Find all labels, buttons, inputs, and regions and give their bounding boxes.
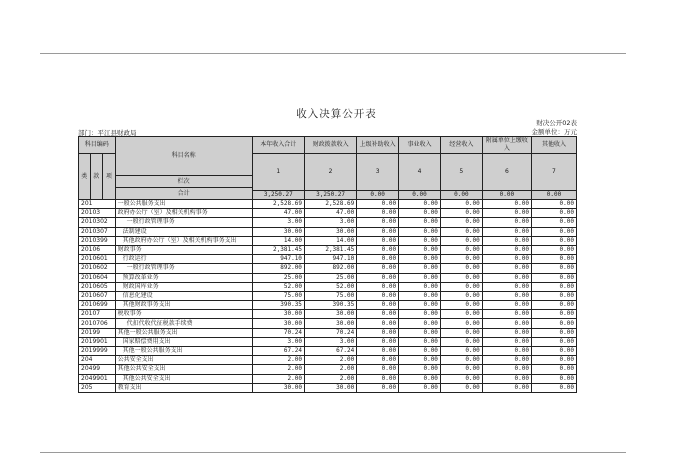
- amount-cell: 0.00: [482, 227, 531, 236]
- amount-cell: 0.00: [357, 273, 399, 282]
- table-row: [79, 209, 577, 218]
- amount-cell: 0.00: [440, 209, 482, 218]
- table-row: [79, 291, 577, 300]
- subject-name: 公共安全支出: [115, 356, 252, 365]
- amount-cell: 0.00: [399, 291, 441, 300]
- amount-cell: 0.00: [440, 337, 482, 346]
- amount-cell: 0.00: [357, 218, 399, 227]
- subject-name: 代扣代收代征税款手续费: [115, 319, 252, 328]
- amount-cell: 0.00: [482, 209, 531, 218]
- subject-code: 2019901: [79, 337, 116, 346]
- header-total-income: 本年收入合计: [252, 137, 304, 154]
- subject-code: 20199: [79, 328, 116, 337]
- amount-cell: 0.00: [531, 200, 576, 209]
- table-row: [79, 264, 577, 273]
- subject-code: 205: [79, 383, 116, 392]
- amount-cell: 0.00: [440, 347, 482, 356]
- amount-cell: 0.00: [399, 245, 441, 254]
- header-subject-name: [115, 137, 252, 200]
- amount-cell: 0.00: [482, 328, 531, 337]
- subject-code: 2010307: [79, 227, 116, 236]
- amount-cell: 0.00: [399, 310, 441, 319]
- header-lei: 类: [79, 154, 91, 200]
- subject-name: 其他财政事务支出: [115, 301, 252, 310]
- subject-code: 2010604: [79, 273, 116, 282]
- amount-cell: 0.00: [482, 356, 531, 365]
- amount-cell: 0.00: [531, 227, 576, 236]
- amount-cell: 70.24: [304, 328, 356, 337]
- amount-cell: 390.35: [252, 301, 304, 310]
- total-value: 0.00: [440, 191, 482, 200]
- amount-cell: 0.00: [357, 301, 399, 310]
- subject-name: 其他公共安全支出: [115, 365, 252, 374]
- col-index: 3: [357, 154, 399, 191]
- amount-cell: 0.00: [440, 365, 482, 374]
- amount-cell: 0.00: [482, 319, 531, 328]
- subject-name: 其他一般公共服务支出: [115, 328, 252, 337]
- amount-cell: 30.00: [304, 319, 356, 328]
- amount-cell: 0.00: [482, 264, 531, 273]
- amount-cell: 892.00: [252, 264, 304, 273]
- amount-cell: 0.00: [440, 383, 482, 392]
- amount-cell: 25.00: [252, 273, 304, 282]
- amount-cell: 0.00: [440, 264, 482, 273]
- subject-name: 法制建设: [115, 227, 252, 236]
- amount-cell: 3.00: [304, 218, 356, 227]
- amount-cell: 892.00: [304, 264, 356, 273]
- header-other-income: 其他收入: [531, 137, 576, 154]
- header-affiliated-income: 附属单位上缴收入: [482, 137, 531, 154]
- amount-cell: 0.00: [399, 209, 441, 218]
- amount-cell: 30.00: [304, 383, 356, 392]
- form-number: 财决公开02表: [536, 119, 577, 127]
- amount-cell: 0.00: [440, 319, 482, 328]
- subject-code: 2049901: [79, 374, 116, 383]
- amount-cell: 0.00: [357, 236, 399, 245]
- amount-cell: 0.00: [357, 347, 399, 356]
- amount-cell: 0.00: [399, 200, 441, 209]
- total-value: 0.00: [482, 191, 531, 200]
- table-row: [79, 374, 577, 383]
- amount-cell: 0.00: [440, 356, 482, 365]
- amount-cell: 2,528.69: [304, 200, 356, 209]
- subject-code: 2010601: [79, 255, 116, 264]
- amount-cell: 0.00: [482, 200, 531, 209]
- amount-cell: 0.00: [531, 291, 576, 300]
- total-value: 0.00: [531, 191, 576, 200]
- amount-cell: 0.00: [357, 356, 399, 365]
- amount-cell: 0.00: [440, 218, 482, 227]
- subject-code: 2010302: [79, 218, 116, 227]
- col-index: 7: [531, 154, 576, 191]
- amount-cell: 0.00: [440, 236, 482, 245]
- table-row: [79, 245, 577, 254]
- amount-cell: 0.00: [482, 301, 531, 310]
- amount-cell: 0.00: [440, 374, 482, 383]
- amount-cell: 0.00: [531, 319, 576, 328]
- amount-cell: 0.00: [357, 209, 399, 218]
- amount-cell: 0.00: [399, 301, 441, 310]
- table-row: [79, 236, 577, 245]
- amount-cell: 30.00: [252, 227, 304, 236]
- amount-cell: 0.00: [531, 282, 576, 291]
- table-row: [79, 365, 577, 374]
- amount-cell: 0.00: [399, 282, 441, 291]
- amount-cell: 75.00: [252, 291, 304, 300]
- amount-cell: 3.00: [252, 218, 304, 227]
- amount-cell: 2.00: [304, 374, 356, 383]
- subject-name: 行政运行: [115, 255, 252, 264]
- table-row: [79, 227, 577, 236]
- subject-code: 20106: [79, 245, 116, 254]
- amount-cell: 30.00: [304, 227, 356, 236]
- amount-cell: 0.00: [399, 328, 441, 337]
- amount-cell: 0.00: [531, 218, 576, 227]
- amount-cell: 30.00: [252, 383, 304, 392]
- amount-cell: 0.00: [482, 273, 531, 282]
- table-row: [79, 218, 577, 227]
- subject-name: 一般行政管理事务: [115, 264, 252, 273]
- subject-name: 其他公共安全支出: [115, 374, 252, 383]
- amount-cell: 0.00: [399, 374, 441, 383]
- amount-cell: 0.00: [531, 337, 576, 346]
- amount-cell: 0.00: [531, 236, 576, 245]
- amount-cell: 0.00: [357, 245, 399, 254]
- amount-cell: 947.10: [304, 255, 356, 264]
- subject-name: 政府办公厅（室）及相关机构事务: [115, 209, 252, 218]
- header-fiscal-income: 财政拨款收入: [304, 137, 356, 154]
- table-row: [79, 347, 577, 356]
- amount-cell: 70.24: [252, 328, 304, 337]
- amount-cell: 0.00: [482, 310, 531, 319]
- department-label: 部门：平江县财政局: [78, 129, 137, 137]
- table-row: [79, 310, 577, 319]
- amount-cell: 0.00: [399, 337, 441, 346]
- subject-code: 20103: [79, 209, 116, 218]
- amount-cell: 0.00: [482, 365, 531, 374]
- header-xiang: 项: [103, 154, 116, 200]
- amount-cell: 0.00: [399, 264, 441, 273]
- amount-cell: 0.00: [357, 328, 399, 337]
- amount-cell: 0.00: [357, 200, 399, 209]
- subject-name: 教育支出: [115, 383, 252, 392]
- table-row: [79, 282, 577, 291]
- amount-cell: 0.00: [440, 310, 482, 319]
- amount-cell: 0.00: [440, 282, 482, 291]
- col-index: 4: [399, 154, 441, 191]
- amount-cell: 2,381.45: [304, 245, 356, 254]
- amount-cell: 2.00: [252, 365, 304, 374]
- amount-cell: 47.00: [304, 209, 356, 218]
- amount-cell: 0.00: [399, 236, 441, 245]
- amount-cell: 0.00: [399, 255, 441, 264]
- subject-name: 一般行政管理事务: [115, 218, 252, 227]
- subject-name: 财政国库业务: [115, 282, 252, 291]
- subject-code: 2010699: [79, 301, 116, 310]
- table-row: [79, 337, 577, 346]
- total-value: 3,250.27: [252, 191, 304, 200]
- amount-cell: 0.00: [357, 255, 399, 264]
- subject-code: 20499: [79, 365, 116, 374]
- header-lanci: 栏次: [116, 176, 252, 188]
- amount-cell: 390.35: [304, 301, 356, 310]
- header-subject-name-label: 科目名称: [116, 137, 252, 176]
- income-table: [78, 136, 577, 393]
- amount-cell: 0.00: [357, 337, 399, 346]
- table-row: [79, 328, 577, 337]
- amount-cell: 14.00: [304, 236, 356, 245]
- amount-cell: 0.00: [357, 383, 399, 392]
- amount-cell: 0.00: [440, 227, 482, 236]
- subject-name: 其他政府办公厅（室）及相关机构事务支出: [115, 236, 252, 245]
- amount-cell: 0.00: [531, 209, 576, 218]
- subject-name: 国家赔偿费用支出: [115, 337, 252, 346]
- amount-cell: 0.00: [399, 218, 441, 227]
- amount-cell: 0.00: [357, 310, 399, 319]
- header-operating-income: 经营收入: [440, 137, 482, 154]
- amount-cell: 3.00: [252, 337, 304, 346]
- amount-cell: 2,528.69: [252, 200, 304, 209]
- amount-cell: 947.10: [252, 255, 304, 264]
- amount-cell: 30.00: [252, 319, 304, 328]
- amount-cell: 0.00: [440, 301, 482, 310]
- amount-cell: 0.00: [357, 319, 399, 328]
- subject-code: 2019999: [79, 347, 116, 356]
- amount-cell: 14.00: [252, 236, 304, 245]
- subject-name: 税收事务: [115, 310, 252, 319]
- col-index: 1: [252, 154, 304, 191]
- subject-code: 2010399: [79, 236, 116, 245]
- header-superior-subsidy: 上级补助收入: [357, 137, 399, 154]
- subject-code: 2010602: [79, 264, 116, 273]
- amount-cell: 0.00: [357, 264, 399, 273]
- amount-cell: 2.00: [252, 356, 304, 365]
- amount-cell: 75.00: [304, 291, 356, 300]
- total-value: 0.00: [399, 191, 441, 200]
- amount-cell: 30.00: [304, 310, 356, 319]
- amount-cell: 0.00: [399, 347, 441, 356]
- amount-cell: 0.00: [399, 383, 441, 392]
- amount-cell: 0.00: [357, 291, 399, 300]
- amount-cell: 2.00: [252, 374, 304, 383]
- table-body: [79, 200, 577, 393]
- table-row: [79, 319, 577, 328]
- amount-cell: 0.00: [440, 245, 482, 254]
- amount-cell: 2.00: [304, 356, 356, 365]
- subject-code: 2010607: [79, 291, 116, 300]
- subject-code: 204: [79, 356, 116, 365]
- amount-cell: 0.00: [531, 347, 576, 356]
- amount-cell: 0.00: [357, 282, 399, 291]
- total-value: 3,250.27: [304, 191, 356, 200]
- amount-cell: 0.00: [531, 374, 576, 383]
- amount-cell: 0.00: [482, 282, 531, 291]
- subject-name: 一般公共服务支出: [115, 200, 252, 209]
- table-row: [79, 301, 577, 310]
- amount-cell: 0.00: [531, 356, 576, 365]
- subject-name: 财政事务: [115, 245, 252, 254]
- amount-cell: 0.00: [482, 374, 531, 383]
- table-row: [79, 383, 577, 392]
- amount-cell: 0.00: [531, 383, 576, 392]
- amount-cell: 0.00: [440, 273, 482, 282]
- amount-cell: 0.00: [482, 255, 531, 264]
- amount-cell: 2.00: [304, 365, 356, 374]
- amount-cell: 47.00: [252, 209, 304, 218]
- amount-cell: 0.00: [482, 347, 531, 356]
- table-row: [79, 356, 577, 365]
- top-rule: [40, 53, 626, 54]
- amount-cell: 0.00: [357, 227, 399, 236]
- amount-cell: 0.00: [531, 328, 576, 337]
- amount-cell: 0.00: [531, 255, 576, 264]
- subject-name: 预算改革业务: [115, 273, 252, 282]
- amount-cell: 67.24: [252, 347, 304, 356]
- amount-cell: 0.00: [531, 365, 576, 374]
- amount-cell: 25.00: [304, 273, 356, 282]
- amount-cell: 3.00: [304, 337, 356, 346]
- amount-cell: 0.00: [482, 383, 531, 392]
- amount-cell: 0.00: [440, 291, 482, 300]
- subject-code: 2010605: [79, 282, 116, 291]
- amount-cell: 52.00: [304, 282, 356, 291]
- amount-cell: 0.00: [482, 236, 531, 245]
- amount-cell: 0.00: [531, 245, 576, 254]
- subject-code: 20107: [79, 310, 116, 319]
- amount-cell: 0.00: [399, 356, 441, 365]
- header-business-income: 事业收入: [399, 137, 441, 154]
- header-kuan: 款: [90, 154, 103, 200]
- col-index: 2: [304, 154, 356, 191]
- table-row: [79, 273, 577, 282]
- table-row: [79, 200, 577, 209]
- subject-name: 其他一般公共服务支出: [115, 347, 252, 356]
- amount-cell: 30.00: [252, 310, 304, 319]
- amount-cell: 0.00: [440, 200, 482, 209]
- table-row: [79, 255, 577, 264]
- amount-cell: 0.00: [482, 337, 531, 346]
- amount-cell: 2,381.45: [252, 245, 304, 254]
- amount-cell: 52.00: [252, 282, 304, 291]
- amount-cell: 0.00: [399, 227, 441, 236]
- amount-cell: 0.00: [482, 245, 531, 254]
- amount-cell: 0.00: [399, 365, 441, 374]
- page-title: 收入决算公开表: [296, 108, 377, 120]
- total-value: 0.00: [357, 191, 399, 200]
- col-index: 6: [482, 154, 531, 191]
- amount-cell: 0.00: [399, 319, 441, 328]
- header-subject-code: 科目编码: [79, 137, 116, 154]
- amount-cell: 0.00: [399, 273, 441, 282]
- amount-cell: 0.00: [482, 291, 531, 300]
- amount-cell: 0.00: [440, 255, 482, 264]
- col-index: 5: [440, 154, 482, 191]
- subject-name: 信息化建设: [115, 291, 252, 300]
- amount-unit: 金额单位：万元: [531, 128, 577, 136]
- amount-cell: 67.24: [304, 347, 356, 356]
- amount-cell: 0.00: [357, 374, 399, 383]
- header-total-label: 合计: [177, 190, 190, 197]
- amount-cell: 0.00: [531, 273, 576, 282]
- amount-cell: 0.00: [531, 301, 576, 310]
- bottom-rule: [40, 452, 626, 453]
- amount-cell: 0.00: [482, 218, 531, 227]
- amount-cell: 0.00: [357, 365, 399, 374]
- amount-cell: 0.00: [531, 264, 576, 273]
- subject-code: 2010706: [79, 319, 116, 328]
- subject-code: 201: [79, 200, 116, 209]
- amount-cell: 0.00: [440, 328, 482, 337]
- amount-cell: 0.00: [531, 310, 576, 319]
